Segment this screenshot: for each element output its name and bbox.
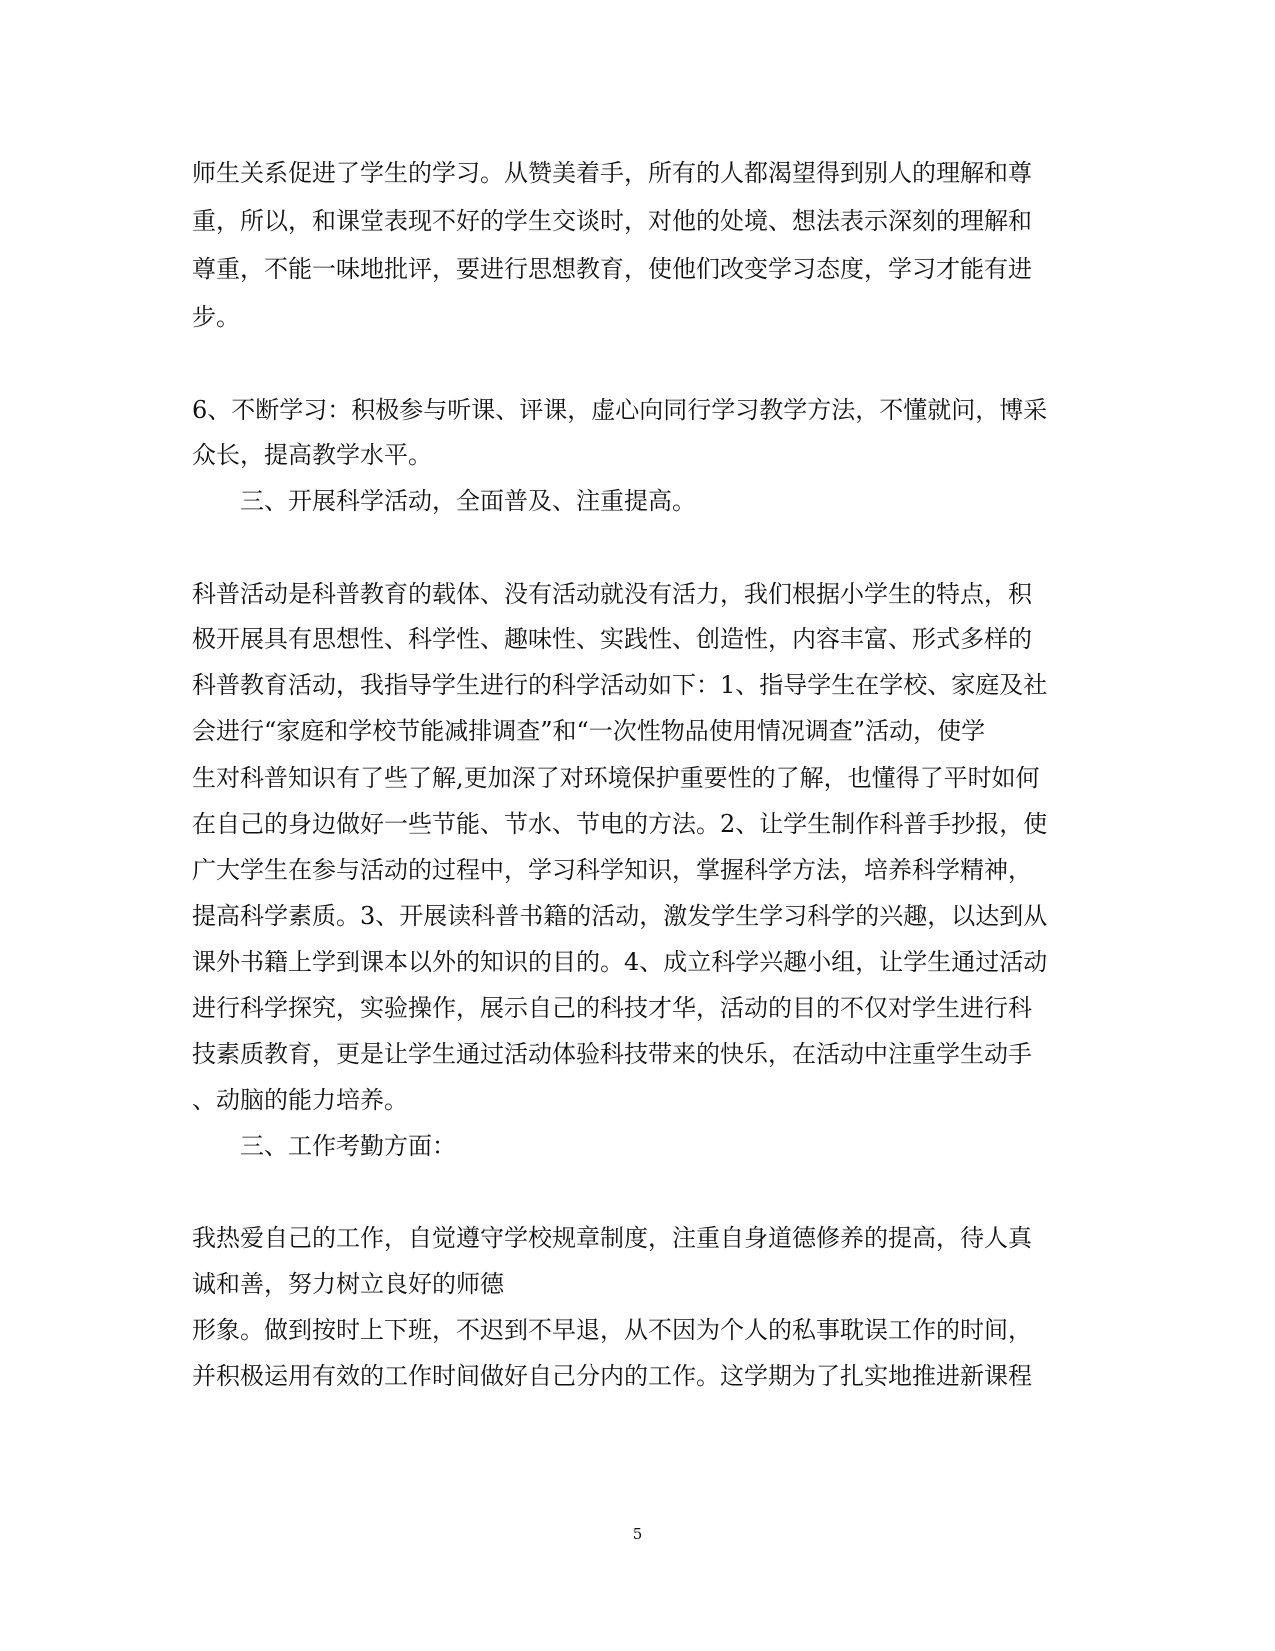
paragraph-line: 并积极运用有效的工作时间做好自己分内的工作。这学期为了扎实地推进新课程 (192, 1362, 1032, 1390)
paragraph-line: 生对科普知识有了些了解,更加深了对环境保护重要性的了解，也懂得了平时如何 (192, 764, 1040, 792)
section-heading: 三、工作考勤方面： (240, 1132, 456, 1160)
paragraph-line: 科普活动是科普教育的载体、没有活动就没有活力，我们根据小学生的特点，积 (192, 580, 1032, 608)
page-number: 5 (632, 1525, 643, 1543)
paragraph-line: 课外书籍上学到课本以外的知识的目的。4、成立科学兴趣小组，让学生通过活动 (192, 948, 1048, 976)
paragraph-line: 技素质教育，更是让学生通过活动体验科技带来的快乐，在活动中注重学生动手 (192, 1040, 1032, 1068)
paragraph-line: 极开展具有思想性、科学性、趣味性、实践性、创造性，内容丰富、形式多样的 (192, 625, 1032, 653)
paragraph-line: 会进行“家庭和学校节能减排调查”和“一次性物品使用情况调查”活动，使学 (192, 717, 986, 745)
paragraph-line: 步。 (192, 303, 240, 331)
paragraph-line: 6、不断学习：积极参与听课、评课，虚心向同行学习教学方法，不懂就问，博采 (192, 396, 1048, 424)
paragraph-line: 重，所以，和课堂表现不好的学生交谈时，对他的处境、想法表示深刻的理解和 (192, 207, 1032, 235)
paragraph-line: 进行科学探究，实验操作，展示自己的科技才华，活动的目的不仅对学生进行科 (192, 994, 1032, 1022)
paragraph-line: 广大学生在参与活动的过程中，学习科学知识，掌握科学方法，培养科学精神， (192, 856, 1032, 884)
paragraph-line: 科普教育活动，我指导学生进行的科学活动如下：1、指导学生在学校、家庭及社 (192, 671, 1048, 699)
paragraph-line: 我热爱自己的工作，自觉遵守学校规章制度，注重自身道德修养的提高，待人真 (192, 1224, 1032, 1252)
paragraph-line: 形象。做到按时上下班，不迟到不早退，从不因为个人的私事耽误工作的时间， (192, 1316, 1032, 1344)
paragraph-line: 诚和善，努力树立良好的师德 (192, 1270, 504, 1298)
paragraph-line: 、动脑的能力培养。 (192, 1086, 408, 1114)
paragraph-line: 众长，提高教学水平。 (192, 441, 432, 469)
section-heading: 三、开展科学活动，全面普及、注重提高。 (240, 487, 696, 515)
paragraph-line: 尊重，不能一味地批评，要进行思想教育，使他们改变学习态度，学习才能有进 (192, 255, 1032, 283)
paragraph-line: 在自己的身边做好一些节能、节水、节电的方法。2、让学生制作科普手抄报，使 (192, 810, 1048, 838)
paragraph-line: 提高科学素质。3、开展读科普书籍的活动，激发学生学习科学的兴趣，以达到从 (192, 902, 1048, 930)
paragraph-line: 师生关系促进了学生的学习。从赞美着手，所有的人都渴望得到别人的理解和尊 (192, 159, 1032, 187)
